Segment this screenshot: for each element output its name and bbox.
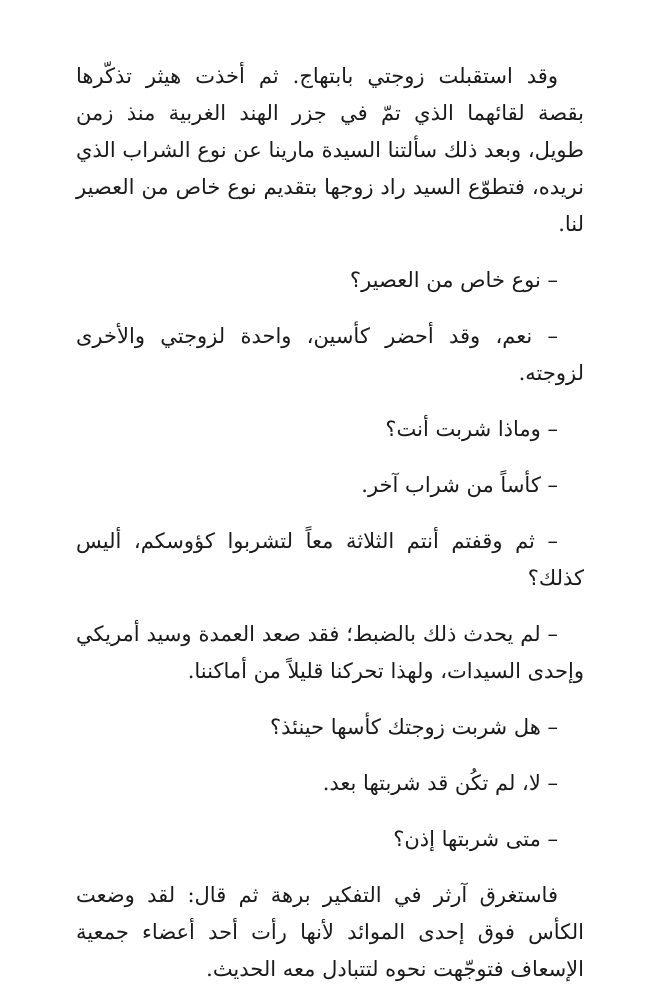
dialogue-line: – ثم وقفتم أنتم الثلاثة معاً لتشربوا كؤوسكم، أليس كذلك؟ bbox=[76, 529, 584, 590]
dialogue-line: – نوع خاص من العصير؟ bbox=[349, 268, 558, 292]
dialogue-line: – لم يحدث ذلك بالضبط؛ فقد صعد العمدة وسيد أمريكي وإحدى السيدات، ولهذا تحركنا قليلاً من أماكننا. bbox=[76, 622, 584, 683]
narrative-paragraph: وقد استقبلت زوجتي بابتهاج. ثم أخذت هيثر تذكّرها بقصة لقائهما الذي تمّ في جزر الهند الغربية منذ زمن طويل، وبعد ذلك سألتنا السيدة مارينا عن نوع الشراب الذي نريده، فتطوّع السيد راد زوجها بتقديم نوع خاص من العصير لنا. bbox=[76, 64, 584, 236]
narrative-paragraph: فاستغرق آرثر في التفكير برهة ثم قال: لقد وضعت الكأس فوق إحدى الموائد لأنها رأت أحد أعضاء جمعية الإسعاف فتوجّهت نحوه لتتبادل معه الحديث. bbox=[76, 883, 584, 981]
book-page-text bbox=[76, 58, 584, 988]
dialogue-line: – هل شربت زوجتك كأسها حينئذ؟ bbox=[269, 715, 558, 739]
dialogue-line: – كأساً من شراب آخر. bbox=[361, 473, 558, 497]
dialogue-line: – متى شربتها إذن؟ bbox=[393, 827, 558, 851]
dialogue-line: – نعم، وقد أحضر كأسين، واحدة لزوجتي والأخرى لزوجته. bbox=[76, 324, 584, 385]
dialogue-line: – لا، لم تكُن قد شربتها بعد. bbox=[322, 771, 558, 795]
dialogue-line: – وماذا شربت أنت؟ bbox=[385, 417, 558, 441]
